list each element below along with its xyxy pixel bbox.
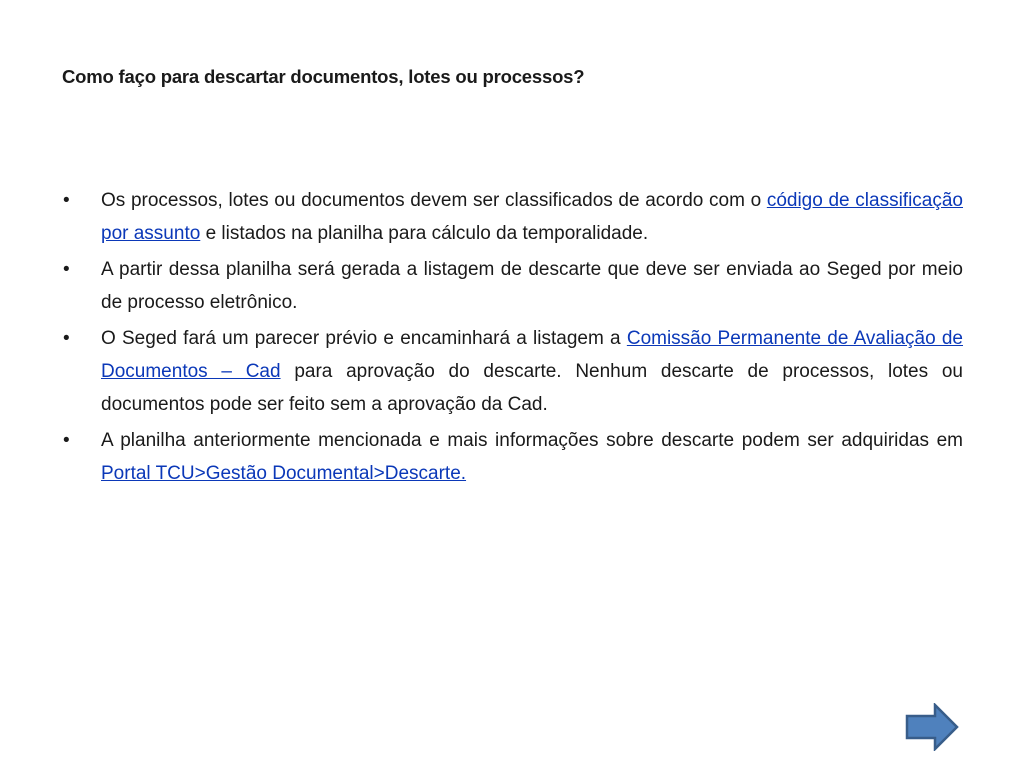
bullet-text: Os processos, lotes ou documentos devem ser classificados de acordo com o <box>101 190 767 211</box>
next-arrow-shape[interactable] <box>907 705 957 749</box>
bullet-item-approval <box>63 322 963 421</box>
bullet-text: A planilha anteriormente mencionada e mais informações sobre descarte podem ser adquiridas em <box>101 430 963 451</box>
right-arrow-icon[interactable] <box>905 703 959 751</box>
bullet-text: O Seged fará um parecer prévio e encaminhará a listagem a <box>101 328 627 349</box>
classification-code-link[interactable]: código de classificação por assunto <box>101 190 963 244</box>
bullet-dot: • <box>63 259 70 280</box>
bullet-dot: • <box>63 430 70 451</box>
bullet-list <box>63 184 963 493</box>
bullet-text: A partir dessa planilha será gerada a listagem de descarte que deve ser enviada ao Seged por meio de processo eletrônico. <box>101 259 963 313</box>
bullet-text: e listados na planilha para cálculo da temporalidade. <box>200 223 649 244</box>
bullet-dot: • <box>63 328 70 349</box>
commission-link[interactable]: Comissão Permanente de Avaliação de Documentos – Cad <box>101 328 963 382</box>
portal-link[interactable]: Portal TCU>Gestão Documental>Descarte. <box>101 463 467 484</box>
slide-title: Como faço para descartar documentos, lotes ou processos? <box>62 66 585 87</box>
bullet-item-more-info <box>63 424 963 490</box>
bullet-dot: • <box>63 190 70 211</box>
bullet-item-listing <box>63 253 963 319</box>
bullet-item-classification <box>63 184 963 250</box>
bullet-text: para aprovação do descarte. Nenhum descarte de processos, lotes ou documentos pode ser feito sem a aprovação da Cad. <box>101 361 963 415</box>
